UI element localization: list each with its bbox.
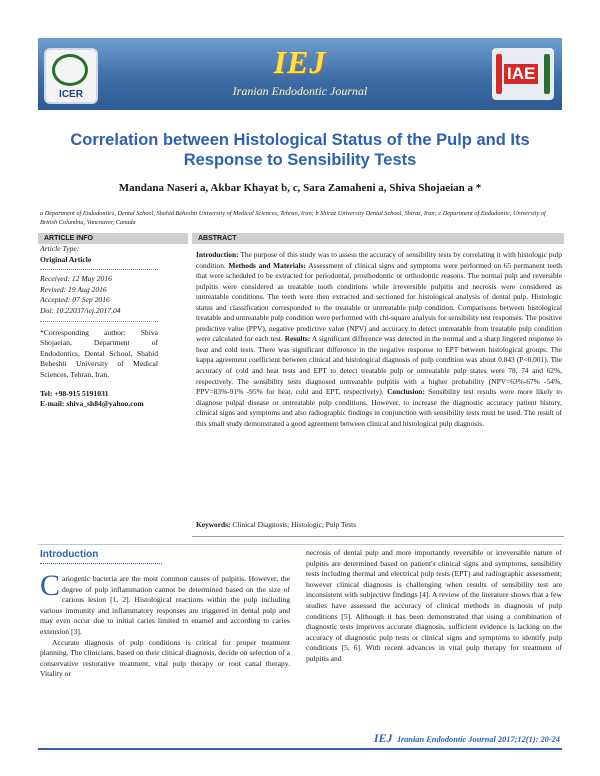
- revised-date: Revised: 19 Aug 2016: [40, 284, 107, 294]
- abstract-header: ABSTRACT: [192, 233, 564, 244]
- doi[interactable]: Doi: 10.22037/iej.2017.04: [40, 305, 121, 315]
- article-type-value: Original Article: [40, 254, 92, 264]
- journal-logo-title: IEJ: [273, 44, 327, 80]
- accepted-date: Accepted: 07 Sep 2016: [40, 295, 110, 305]
- iae-logo: [492, 48, 554, 100]
- received-date: Received: 12 May 2016: [40, 274, 112, 284]
- abstract-methods-text: Assessment of clinical signs and symptoms were performed on 65 permanent teeth that were scheduled to be extracted for periodontal, prosthodontic or orthodontic reasons. The normal pulp and reversible pulpitis were considered as treatable tooth conditions while irreversible pulpitis and necrosis were considered as untreatable conditions. The teeth were then extracted and sectioned for histological analysis of dental pulp. Histologic status and classification corresponded to the treatable or untreatable pulp condition. Comparisons between histological treatable and untreatable pulp condition were performed with chi-square analysis for sensibility test responses. The positive predictive value (PPV), negative predictive value (NPV) and accuracy to detect untreatable from treatable pulp condition were calculated for each test.: [196, 260, 562, 344]
- journal-name: Iranian Endodontic Journal: [232, 84, 368, 98]
- article-authors: Mandana Naseri a, Akbar Khayat b, c, Sara Zamaheni a, Shiva Shojaeian a *: [118, 182, 482, 194]
- footer-logo: IEJ: [373, 731, 393, 745]
- email[interactable]: E-mail: shiva_sh84@yahoo.com: [40, 399, 144, 409]
- abstract-methods-label: Methods and Materials:: [228, 260, 306, 270]
- section-divider: [38, 544, 562, 545]
- abstract-intro-label: Introduction:: [196, 250, 239, 259]
- iae-logo-bar-icon: [496, 54, 502, 94]
- icer-logo-text: ICER: [59, 89, 83, 100]
- introduction-column-1: [40, 569, 290, 680]
- abstract-conclusion-text: Sensibility test results were more likely to diagnose pulpal disease or untreatable pulp conditions. However, to increase the diagnostic accuracy patient history, clinical signs and symptoms and also radiographic findings in conjunction with sensibility tests must be used. The result of this small study demonstrated a good agreement between clinical and histological pulp diagnosis.: [196, 387, 562, 428]
- abstract-results-label: Results:: [284, 334, 311, 344]
- keywords-label: Keywords:: [196, 520, 231, 529]
- article-type-label: Article Type:: [40, 244, 80, 253]
- keywords-text: Clinical Diagnosis; Histologic; Pulp Tests: [232, 520, 357, 529]
- dropcap: C: [40, 569, 61, 602]
- intro-paragraph-2: Accurate diagnosis of pulp conditions is critical for proper treatment planning. The clinicians, based on their clinical diagnosis, decide on selection of a conservative restorative treatment, vital pulp therapy or root canal therapy. Vitality or: [40, 637, 290, 679]
- intro-paragraph-1-text: ariogenic bacteria are the most common causes of pulpitis. However, the degree of pulp inflammation cannot be determined based on the size of carious lesion [1, 2]. Histological reactions within the pulp including various immunity and inflammatory responses are triggered in dental pulp and may even occur due to initial caries limited to enamel and according to caries extension [3].: [40, 574, 290, 636]
- intro-paragraph-1: [40, 569, 290, 638]
- article-title: Correlation between Histological Status of the Pulp and Its Response to Sensibility Tests: [70, 131, 530, 169]
- abstract-body: [196, 250, 562, 429]
- footer-citation-text: Iranian Endodontic Journal 2017;12(1): 20-24: [397, 735, 560, 744]
- article-info-panel: [40, 244, 158, 410]
- abstract-results-text: A significant difference was detected in the normal and a sharp lingered response to heat and cold tests. There was significant difference in the negative response to EPT between histological groups. The kappa agreement coefficient between clinical and histological diagnosis of pulp condition was about 0.843 (P<0.001). The accuracy of cold and heat tests and EPT to detect treatable pulp or untreatable pulp states were 78, 74 and 62%, respectively. The sensibility tests diagnosed untreatable pulpitis with a higher probability (NPV=63%-67% -54%, PPV=83%-91% -95% for heat, cold and EPT, respectively).: [196, 334, 562, 397]
- footer-citation: [374, 731, 560, 746]
- introduction-heading: Introduction: [40, 549, 99, 560]
- divider: [40, 269, 158, 270]
- article-info-header: ARTICLE INFO: [38, 233, 188, 244]
- iae-logo-text: IAE: [504, 64, 538, 84]
- keywords: [196, 520, 356, 529]
- footer-rule: [38, 748, 562, 750]
- journal-banner: [38, 38, 562, 110]
- divider: [40, 321, 158, 322]
- article-affiliations: a Department of Endodontics, Dental School, Shahid Beheshti University of Medical Sciences, Tehran, Iran; b Shiraz University Dental School, Shiraz, Iran; c Department of Endodontic, University of British Columbia, Vancouver, Canada: [40, 210, 546, 226]
- abstract-conclusion-label: Conclusion:: [387, 387, 425, 397]
- telephone: Tel: +98-915 5191031: [40, 388, 109, 398]
- iae-logo-bar-icon: [544, 54, 550, 94]
- corresponding-author: *Corresponding author: Shiva Shojaeian, Department of Endodontics, Dental School, Shahid Beheshti University of Medical Sciences, Tehran, Iran.: [40, 327, 158, 379]
- abstract-intro-text: The purpose of this study was to assess the accuracy of sensibility tests by correlating it with histologic pulp condition.: [196, 250, 562, 270]
- introduction-column-2: necrosis of dental pulp and more importantly reversible or irreversible nature of pulpitis are determined based on patient's clinical signs and symptoms, sensibility tests including thermal and electrical pulp tests (EPT) and radiographic assessment; however clinical diagnosis is challenging when results of sensibility test are inconsistent with subjective findings [4]. A review of the literature shows that a few studies have assessed the accuracy of clinical methods in diagnosis of pulp conditions [5]. Although it has been demonstrated that using a combination of diagnostic tests improves accurate diagnosis, sufficient evidence is lacking on the accuracy of diagnostic pulp tests or clinical signs and symptoms to identify pulp conditions [5, 6]. With recent advances in vital pulp therapy for treatment of pulpitis and: [306, 548, 562, 663]
- heading-underline: [40, 563, 162, 564]
